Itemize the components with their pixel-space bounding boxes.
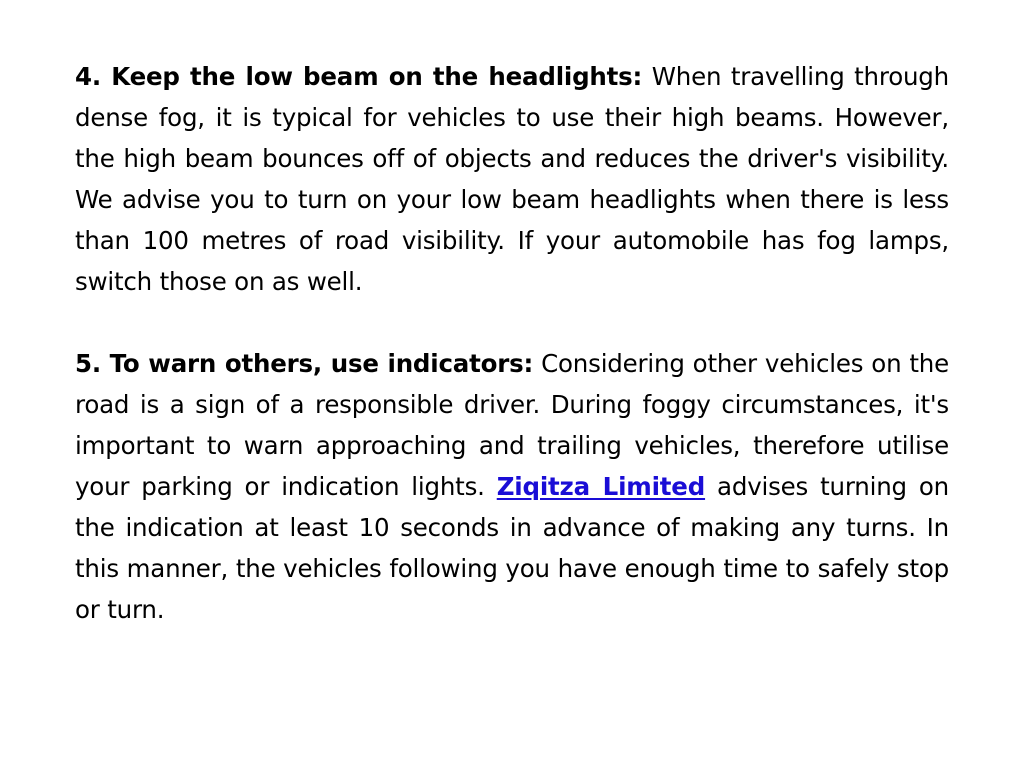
- section-body-low-beam: When travelling through dense fog, it is typical for vehicles to use their high beams. However, the high beam bounces off of objects and reduces the driver's visibility. We advise you to turn on your low beam headlights when there is less than 100 metres of road visibility. If your automobile has fog lamps, switch those on as well.: [75, 62, 949, 296]
- section-body-indicators-part2: advises turning on the indication at least 10 seconds in advance of making any turns. In this manner, the vehicles following you have enough time to safely stop or turn.: [75, 472, 949, 624]
- paragraph-indicators: [75, 343, 949, 630]
- section-body-indicators-part1: Considering other vehicles on the road is a sign of a responsible driver. During foggy circumstances, it's important to warn approaching and trailing vehicles, therefore utilise your parking or indication lights.: [75, 349, 949, 501]
- paragraph-low-beam: [75, 56, 949, 302]
- section-heading-indicators: 5. To warn others, use indicators:: [75, 349, 534, 378]
- section-heading-low-beam: 4. Keep the low beam on the headlights:: [75, 62, 643, 91]
- ziqitza-limited-link[interactable]: Ziqitza Limited: [496, 472, 706, 501]
